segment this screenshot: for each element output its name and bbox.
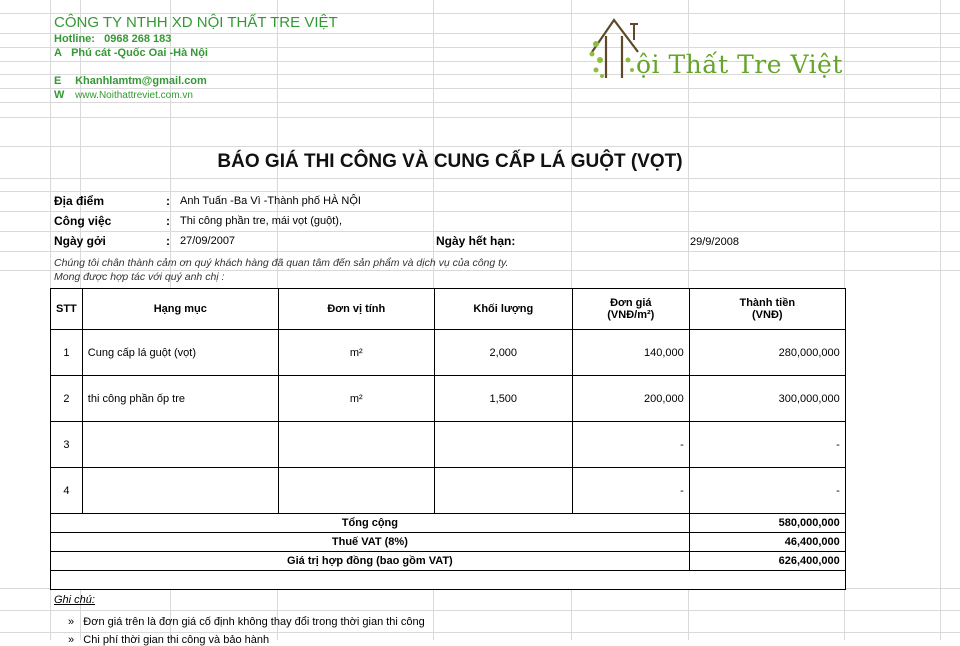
location-colon: : <box>166 194 170 208</box>
row-price: - <box>572 468 689 514</box>
work-value: Thi công phần tre, mái vọt (guột), <box>180 215 343 227</box>
location-label: Địa điểm <box>54 194 105 208</box>
email-value: Khanhlamtm@gmail.com <box>75 75 207 87</box>
address-value: Phú cát -Quốc Oai -Hà Nội <box>71 47 208 59</box>
row-total: - <box>689 468 845 514</box>
row-item: thi công phần ốp tre <box>82 376 278 422</box>
header-price-line2: (VNĐ/m²) <box>607 309 655 321</box>
note-item-1 <box>68 616 425 628</box>
row-total: 300,000,000 <box>689 376 845 422</box>
work-colon: : <box>166 214 170 228</box>
table-row <box>51 468 846 514</box>
row-stt: 3 <box>51 422 83 468</box>
row-qty <box>434 468 572 514</box>
row-price: 200,000 <box>572 376 689 422</box>
table-header-row <box>51 289 846 330</box>
header-stt: STT <box>51 289 83 330</box>
table-row <box>51 376 846 422</box>
sent-value: 27/09/2007 <box>180 235 236 247</box>
row-price: - <box>572 422 689 468</box>
grand-total-value: 626,400,000 <box>689 552 845 571</box>
row-unit: m² <box>278 376 434 422</box>
row-qty: 1,500 <box>434 376 572 422</box>
sent-colon: : <box>166 234 170 248</box>
web-row <box>54 89 193 101</box>
bullet-icon: » <box>68 634 75 646</box>
row-item <box>82 468 278 514</box>
row-item: Cung cấp lá guột (vọt) <box>82 330 278 376</box>
address-row <box>54 47 208 59</box>
header-price-line1: Đơn giá <box>610 297 652 309</box>
row-total: - <box>689 422 845 468</box>
row-total: 280,000,000 <box>689 330 845 376</box>
row-qty <box>434 422 572 468</box>
notes-heading: Ghi chú: <box>54 594 95 606</box>
table-row <box>51 422 846 468</box>
location-value: Anh Tuấn -Ba Vì -Thành phố HÀ NỘI <box>180 195 361 207</box>
hotline-row <box>54 33 171 45</box>
note-text: Chi phí thời gian thi công và bảo hành <box>83 634 270 646</box>
table-row <box>51 330 846 376</box>
grand-total-label: Giá trị hợp đồng (bao gồm VAT) <box>51 552 690 571</box>
web-value: www.Noithattreviet.com.vn <box>75 90 193 101</box>
company-name: CÔNG TY NTHH XD NỘI THẤT TRE VIỆT <box>54 14 338 31</box>
header-price <box>572 289 689 330</box>
row-item <box>82 422 278 468</box>
header-total-line2: (VNĐ) <box>752 309 783 321</box>
row-stt: 4 <box>51 468 83 514</box>
header-total <box>689 289 845 330</box>
expiry-value: 29/9/2008 <box>690 236 739 248</box>
hotline-label: Hotline: <box>54 33 95 45</box>
note-text: Đơn giá trên là đơn giá cố định không thay đổi trong thời gian thi công <box>83 616 425 628</box>
blank-row <box>51 571 846 590</box>
row-qty: 2,000 <box>434 330 572 376</box>
row-price: 140,000 <box>572 330 689 376</box>
row-unit <box>278 468 434 514</box>
subtotal-label: Tổng cộng <box>51 514 690 533</box>
row-stt: 1 <box>51 330 83 376</box>
note-item-2 <box>68 634 269 646</box>
blank-cell <box>51 571 846 590</box>
email-row <box>54 75 207 87</box>
intro-line-1: Chúng tôi chân thành cảm ơn quý khách hàng đã quan tâm đến sản phẩm và dịch vụ của công ty. <box>54 257 509 269</box>
email-label: E <box>54 75 62 87</box>
row-unit: m² <box>278 330 434 376</box>
row-unit <box>278 422 434 468</box>
subtotal-value: 580,000,000 <box>689 514 845 533</box>
logo-text: ội Thất Tre Việt <box>636 50 843 79</box>
hotline-value: 0968 268 183 <box>104 33 172 45</box>
intro-line-2: Mong được hợp tác với quý anh chị : <box>54 271 225 283</box>
header-unit: Đơn vị tính <box>278 289 434 330</box>
header-item: Hạng mục <box>82 289 278 330</box>
quotation-table <box>50 288 846 590</box>
vat-label: Thuế VAT (8%) <box>51 533 690 552</box>
sent-label: Ngày gởi <box>54 234 106 248</box>
address-label: A <box>54 47 62 59</box>
expiry-label: Ngày hết hạn: <box>436 234 516 248</box>
work-label: Công việc <box>54 214 112 228</box>
vat-value: 46,400,000 <box>689 533 845 552</box>
bullet-icon: » <box>68 616 75 628</box>
header-qty: Khối lượng <box>434 289 572 330</box>
subtotal-row <box>51 514 846 533</box>
web-label: W <box>54 89 65 101</box>
row-stt: 2 <box>51 376 83 422</box>
vat-row <box>51 533 846 552</box>
page-title: BÁO GIÁ THI CÔNG VÀ CUNG CẤP LÁ GUỘT (VỌT) <box>217 151 683 172</box>
header-total-line1: Thành tiền <box>739 297 796 309</box>
grand-total-row <box>51 552 846 571</box>
